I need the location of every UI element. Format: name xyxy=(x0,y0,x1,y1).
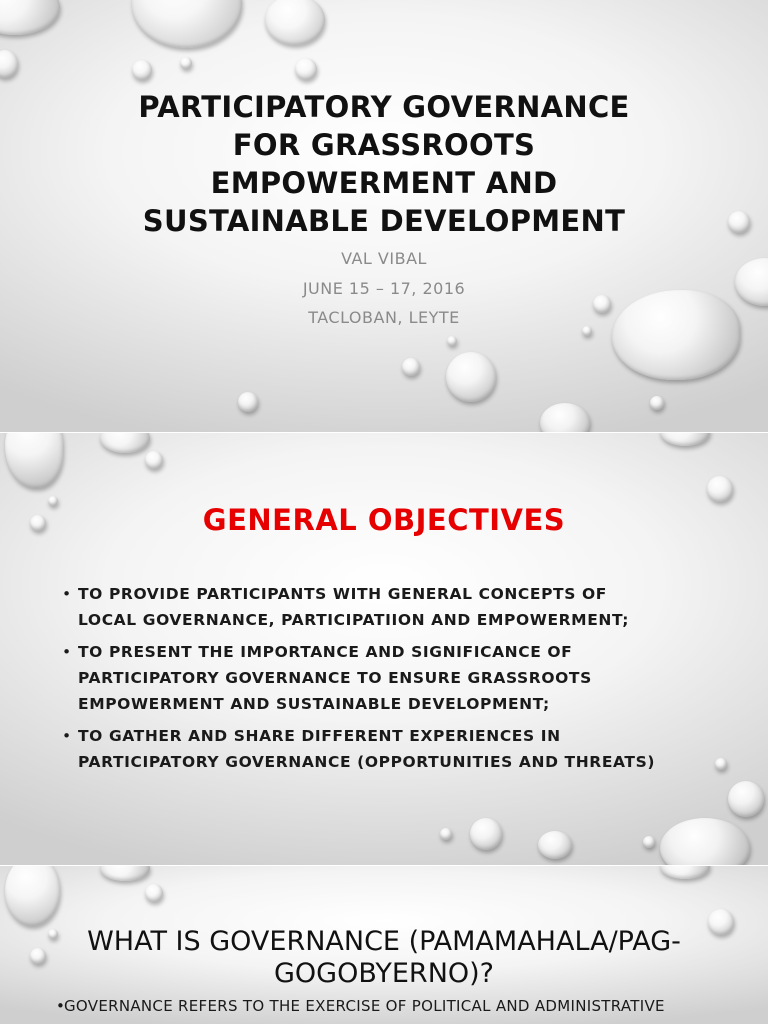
water-drop-decoration xyxy=(660,866,710,879)
water-drop-decoration xyxy=(612,290,740,380)
water-drop-decoration xyxy=(180,57,192,69)
water-drop-decoration xyxy=(728,211,750,233)
title-line: EMPOWERMENT AND xyxy=(210,166,558,200)
water-drop-decoration xyxy=(0,50,18,78)
title-line: WHAT IS GOVERNANCE (PAMAMAHALA/PAG- xyxy=(87,926,681,957)
water-drop-decoration xyxy=(132,0,242,48)
title-line: FOR GRASSROOTS xyxy=(232,128,536,162)
list-item xyxy=(62,723,712,775)
title-line: GOGOBYERNO)? xyxy=(273,958,495,989)
water-drop-decoration xyxy=(447,336,457,346)
water-drop-decoration xyxy=(660,433,710,446)
water-drop-decoration xyxy=(0,0,60,35)
event-location: TACLOBAN, LEYTE xyxy=(308,308,460,327)
water-drop-decoration xyxy=(540,403,590,432)
section-title xyxy=(30,926,738,990)
water-drop-decoration xyxy=(100,433,150,453)
list-item-line: • TO PRESENT THE IMPORTANCE AND SIGNIFICANCE OF xyxy=(78,643,573,661)
water-drop-decoration xyxy=(145,451,163,469)
water-drop-decoration xyxy=(728,781,764,817)
water-drop-decoration xyxy=(707,476,733,502)
water-drop-decoration xyxy=(650,396,664,410)
list-item-line: PARTICIPATORY GOVERNANCE (OPPORTUNITIES AND THREATS) xyxy=(78,753,656,771)
title-line: PARTICIPATORY GOVERNANCE xyxy=(138,90,630,124)
slide-what-is-governance xyxy=(0,866,768,1024)
water-drop-decoration xyxy=(265,0,325,45)
water-drop-decoration xyxy=(238,392,258,412)
water-drop-decoration xyxy=(538,831,572,859)
list-item-text: GOVERNANCE REFERS TO THE EXERCISE OF POLITICAL AND ADMINISTRATIVE xyxy=(64,997,665,1015)
list-item-line: PARTICIPATORY GOVERNANCE TO ENSURE GRASSROOTS xyxy=(78,669,592,687)
event-date: JUNE 15 – 17, 2016 xyxy=(302,279,466,298)
water-drop-decoration xyxy=(295,58,317,80)
slide-general-objectives xyxy=(0,433,768,865)
water-drop-decoration xyxy=(582,326,592,336)
list-item xyxy=(56,996,724,1016)
section-title: GENERAL OBJECTIVES xyxy=(202,503,566,537)
water-drop-decoration xyxy=(643,836,655,848)
list-item xyxy=(62,639,712,717)
water-drop-decoration xyxy=(470,818,502,850)
water-drop-decoration xyxy=(446,352,496,402)
slide-title xyxy=(0,0,768,432)
water-drop-decoration xyxy=(715,758,727,770)
water-drop-decoration xyxy=(100,866,150,881)
list-item-line: EMPOWERMENT AND SUSTAINABLE DEVELOPMENT; xyxy=(78,695,550,713)
water-drop-decoration xyxy=(132,60,152,80)
list-item-line: • TO GATHER AND SHARE DIFFERENT EXPERIENCES IN xyxy=(78,727,561,745)
water-drop-decoration xyxy=(440,828,452,840)
title-line: SUSTAINABLE DEVELOPMENT xyxy=(142,204,626,238)
bullet-marker: • xyxy=(56,997,66,1015)
water-drop-decoration xyxy=(145,884,163,902)
water-drop-decoration xyxy=(5,433,63,488)
presentation-title xyxy=(40,88,728,240)
list-item xyxy=(62,581,712,633)
list-item-line: • TO PROVIDE PARTICIPANTS WITH GENERAL CONCEPTS OF xyxy=(78,585,607,603)
list-item-line: LOCAL GOVERNANCE, PARTICIPATIION AND EMPOWERMENT; xyxy=(78,611,630,629)
water-drop-decoration xyxy=(660,818,750,865)
water-drop-decoration xyxy=(5,866,60,926)
objectives-list xyxy=(62,581,712,781)
water-drop-decoration xyxy=(402,358,420,376)
author-name: VAL VIBAL xyxy=(341,249,427,268)
